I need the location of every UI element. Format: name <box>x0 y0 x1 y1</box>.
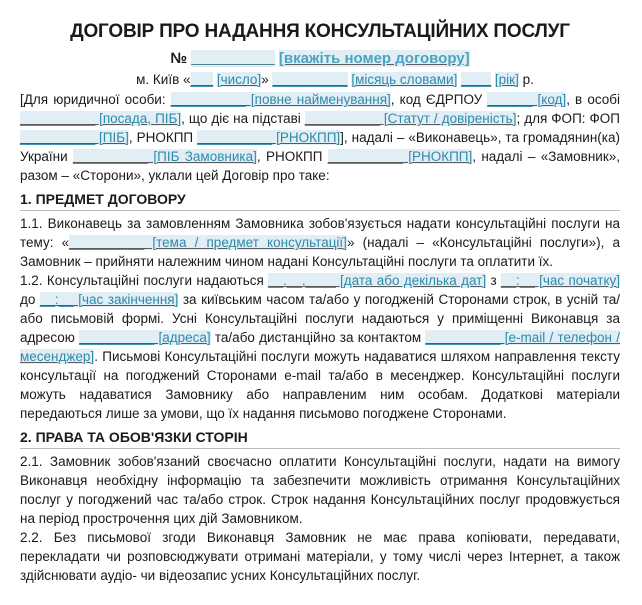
contract-number-field[interactable]: [вкажіть номер договору] <box>278 50 470 67</box>
year-field[interactable]: [рік] <box>494 72 519 87</box>
city-text: м. Київ « <box>136 72 191 87</box>
parties-text-1: [Для юридичної особи: <box>20 92 171 107</box>
clause-1-1-text-2: » (надалі – «Консультаційні послуги»), а Замовник – прийняти належним чином надані Консультаційні послуги та оплатити їх. <box>20 235 621 269</box>
parties-text-7: ], надалі – «Виконавець», та громадянин(ка) України <box>20 130 620 164</box>
position-field[interactable]: __________ [посада, ПІБ] <box>20 111 182 126</box>
clause-1-2-text-1: 1.2. Консультаційні послуги надаються <box>20 273 269 288</box>
quote-close: » <box>261 72 269 87</box>
client-rnokpp-field[interactable]: __________ [РНОКПП] <box>327 149 473 164</box>
contract-number-blank[interactable]: __________ <box>191 50 275 67</box>
edrpou-field[interactable]: ______ [код] <box>487 92 567 107</box>
parties-text-4: , що діє на підставі <box>181 111 305 126</box>
clause-1-2-text-2: з <box>486 273 501 288</box>
clause-1-1 <box>20 214 620 271</box>
contract-number-line <box>20 48 620 70</box>
number-label: № <box>170 50 188 67</box>
clause-1-2-text-6: . Письмові Консультаційні послуги можуть надаватися шляхом направлення тексту консультації на погоджений Сторонами e-mail та/або в месенджер. Консультаційні послуги можуть надаватися Замовнику або направленим ним особам. Додаткові матеріали передаються лише за умови, що їх надання письмово погоджене Сторонами. <box>20 349 620 421</box>
month-blank[interactable]: __________ <box>272 72 348 87</box>
parties-text-5: ; для ФОП: ФОП <box>516 111 620 126</box>
month-field[interactable]: [місяць словами] <box>351 72 458 87</box>
clause-1-1-text-1: 1.1. Виконавець за замовленням Замовника зобов'язується надати консультаційні послуги на тему: « <box>20 216 620 250</box>
date-line <box>50 70 620 90</box>
fop-rnokpp-field[interactable]: __________ [РНОКПП] <box>197 130 341 145</box>
clause-2-1: 2.1. Замовник зобов'язаний своєчасно оплатити Консультаційні послуги, надати на вимогу Виконавця необхідну інформацію та забезпечити можливість отримання Консультаційних послуг у погоджений час та/або строк. Строк надання Консультаційних послуг продовжується на період прострочення цих дій Замовником. <box>20 454 620 526</box>
clause-1-2 <box>20 271 620 423</box>
clause-1-2-text-4: за київським часом та/або у погодженій Сторонами строк, в усній та/або письмовій формі. Усні Консультаційні послуги надаються у приміщенні Виконавця за адресою <box>20 292 621 345</box>
day-blank[interactable]: ___ <box>190 72 214 87</box>
fop-name-field[interactable]: __________ [ПІБ] <box>20 130 129 145</box>
address-field[interactable]: __________ [адреса] <box>79 330 211 345</box>
clause-2-2: 2.2. Без письмової згоди Виконавця Замовник не має права копіювати, передавати, перекладати чи розповсюджувати отримані матеріали, у тому числі через Інтернет, а також здійснювати аудіо- чи відеозапис усних Консультаційних послуг. <box>20 530 620 583</box>
parties-text-2: , код ЄДРПОУ <box>390 92 488 107</box>
topic-field[interactable]: __________ [тема / предмет консультації] <box>69 235 347 250</box>
parties-text-6: , РНОКПП <box>128 130 198 145</box>
section-1-heading: 1. ПРЕДМЕТ ДОГОВОРУ <box>20 189 620 211</box>
section-2-heading: 2. ПРАВА ТА ОБОВ'ЯЗКИ СТОРІН <box>20 427 620 449</box>
day-field[interactable]: [число] <box>216 72 262 87</box>
parties-text-8: , РНОКПП <box>256 149 328 164</box>
year-blank[interactable]: ____ <box>461 72 492 87</box>
parties-text-3: , в особі <box>566 92 620 107</box>
dates-field[interactable]: __.__.____ [дата або декілька дат] <box>268 273 487 288</box>
start-time-field[interactable]: __:__ [час початку] <box>501 273 621 288</box>
client-name-field[interactable]: __________ [ПІБ Замовника] <box>72 149 257 164</box>
document-title: ДОГОВІР ПРО НАДАННЯ КОНСУЛЬТАЦІЙНИХ ПОСЛУГ <box>70 21 570 42</box>
contact-field[interactable]: __________ [e-mail / телефон / месенджер] <box>20 330 620 364</box>
company-name-field[interactable]: __________ [повне найменування] <box>170 92 391 107</box>
end-time-field[interactable]: __:__ [час закінчення] <box>39 292 179 307</box>
parties-text-9: , надалі – «Замовник», разом – «Сторони», уклали цей Договір про таке: <box>20 149 620 183</box>
basis-field[interactable]: __________ [Статут / довіреність] <box>304 111 517 126</box>
parties-paragraph <box>20 90 620 185</box>
year-suffix: р. <box>522 72 534 87</box>
clause-1-2-text-5: та/або дистанційно за контактом <box>210 330 426 345</box>
clause-1-2-text-3: до <box>20 292 40 307</box>
